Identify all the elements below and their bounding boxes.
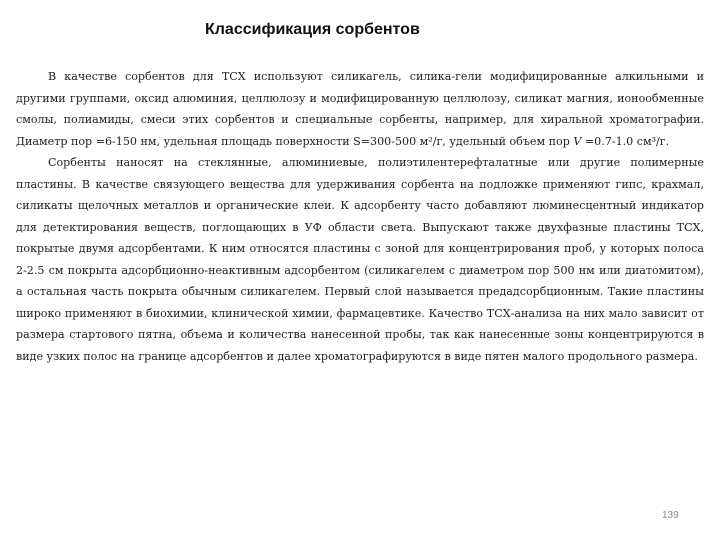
- page-number: 139: [662, 510, 679, 521]
- paragraph-sorbent-types: [16, 66, 704, 152]
- paragraph-plates: Сорбенты наносят на стеклянные, алюминиевые, полиэтилентерефталатные или другие полимерные пластины. В качестве связующего вещества для удерживания сорбента на подложке применяют гипс, крахмал, силикаты щелочных металлов и органические клеи. К адсорбенту часто добавляют люминесцентный индикатор для детектирования веществ, поглощающих в УФ области света. Выпускают также двухфазные пластины ТСХ, покрытые двумя адсорбентами. К ним относятся пластины с зоной для концентрирования проб, у которых полоса 2-2.5 см покрыта адсорбционно-неактивным адсорбентом (силикагелем с диаметром пор 500 нм или диатомитом), а остальная часть покрыта обычным силикагелем. Первый слой называется предадсорбционным. Такие пластины широко применяют в биохимии, клинической химии, фармацевтике. Качество ТСХ-анализа на них мало зависит от размера стартового пятна, объема и количества нанесенной пробы, так как нанесенные зоны концентрируются в виде узких полос на границе адсорбентов и далее хроматографируются в виде пятен малого продольного размера.: [16, 156, 704, 363]
- pore-volume-symbol: V: [573, 134, 582, 148]
- page-title: Классификация сорбентов: [205, 21, 420, 38]
- body-text: [16, 66, 704, 367]
- paragraph-text-end: =0.7-1.0 см³/г.: [581, 134, 670, 148]
- paragraph-text: В качестве сорбентов для ТСХ используют силикагель, силика-гели модифицированные алкильными и другими группами, оксид алюминия, целлюлозу и модифицированную целлюлозу, силикат магния, ионообменные смолы, полиамиды, смеси этих сорбентов и специальные сорбенты, например, для хиральной хроматографии. Диаметр пор =6-150 нм, удельная площадь поверхности S=300-500 м²/г, удельный объем пор: [16, 70, 704, 148]
